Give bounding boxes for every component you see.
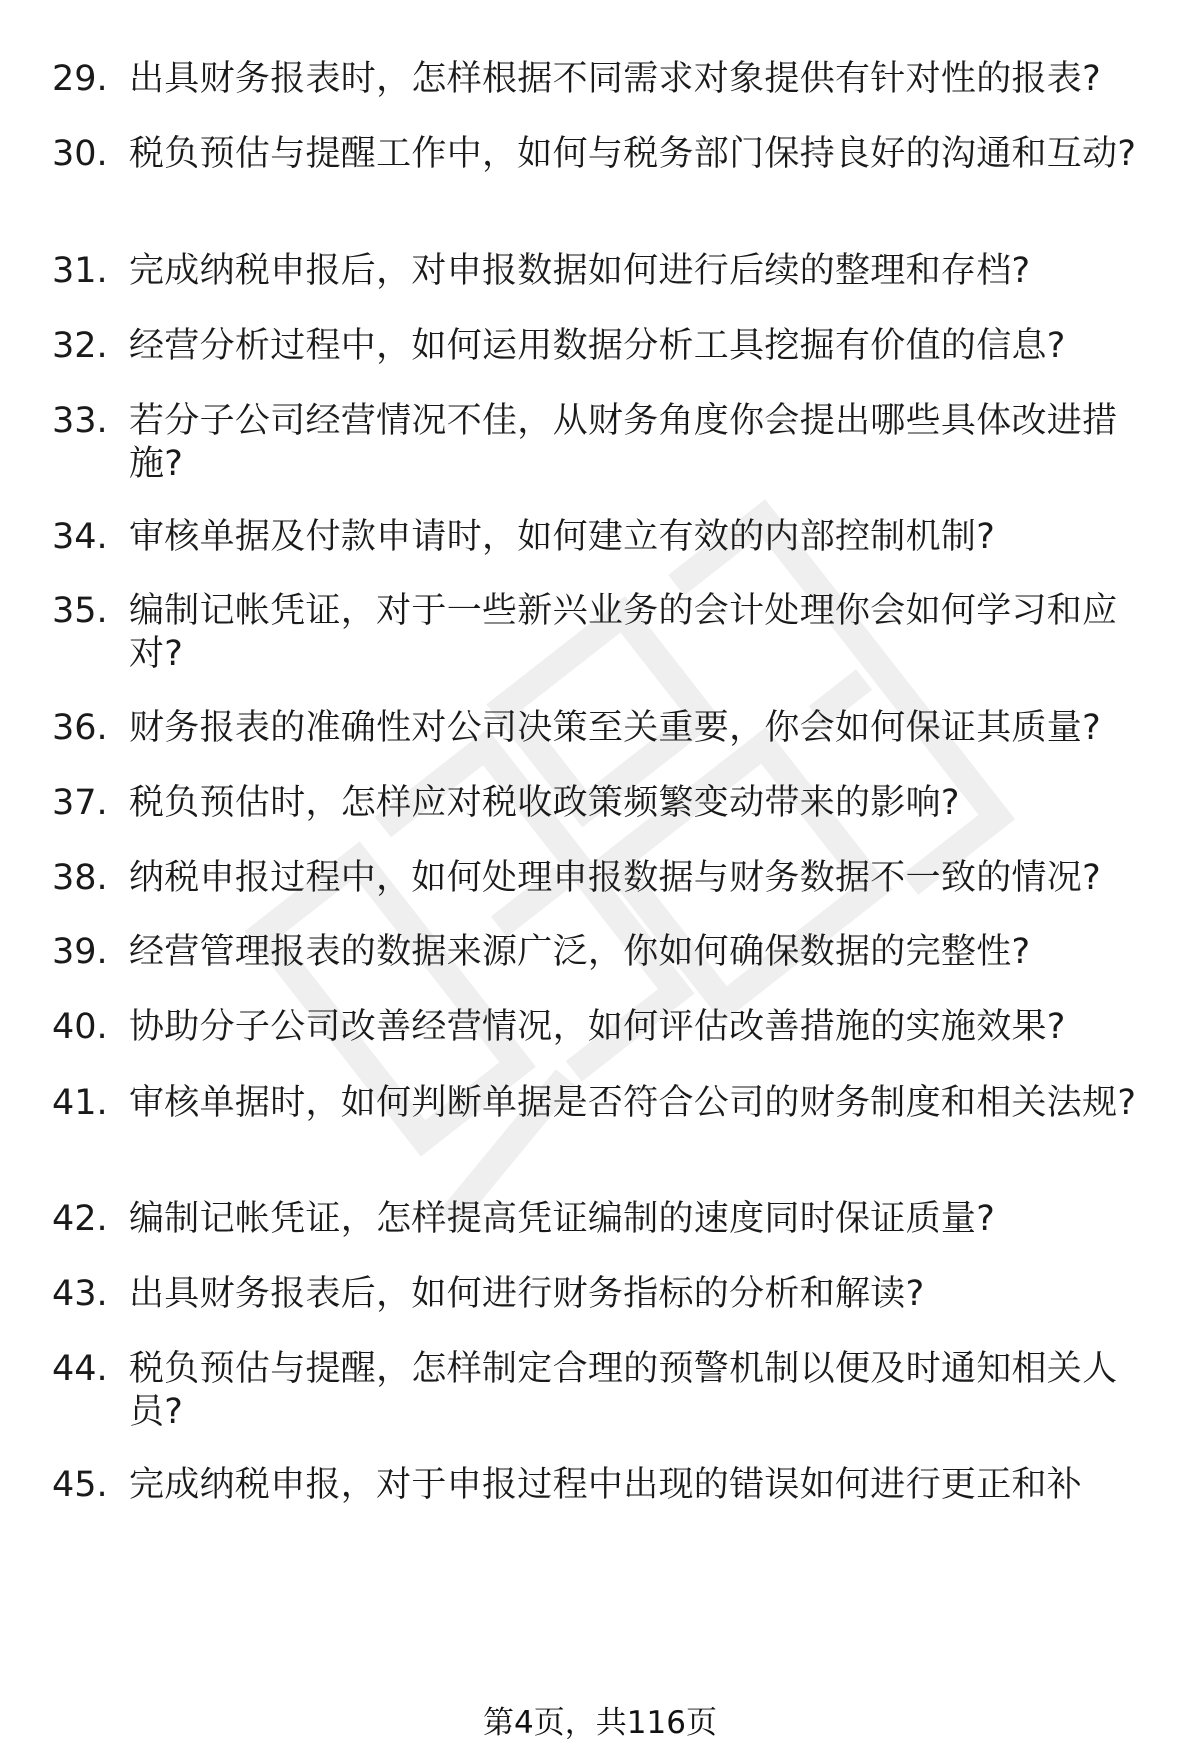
question-item [52,1464,1152,1507]
question-text: 税负预估时，怎样应对税收政策频繁变动带来的影响? [129,783,960,823]
question-text: 出具财务报表时，怎样根据不同需求对象提供有针对性的报表? [129,59,1101,99]
question-item [52,707,1152,750]
question-item [52,133,1152,176]
question-number: 39. [52,932,108,972]
question-text: 经营管理报表的数据来源广泛，你如何确保数据的完整性? [129,932,1031,972]
question-text: 审核单据时，如何判断单据是否符合公司的财务制度和相关法规? [129,1083,1137,1123]
question-item [52,1198,1152,1241]
question-number: 40. [52,1007,108,1047]
question-text: 编制记帐凭证，对于一些新兴业务的会计处理你会如何学习和应对? [129,591,1118,674]
question-text: 税负预估与提醒工作中，如何与税务部门保持良好的沟通和互动? [129,134,1137,174]
question-number: 37. [52,783,108,823]
question-item [52,325,1152,368]
question-number: 45. [52,1465,108,1505]
question-number: 32. [52,326,108,366]
question-text: 编制记帐凭证，怎样提高凭证编制的速度同时保证质量? [129,1199,996,1239]
question-number: 34. [52,517,108,557]
question-item [52,782,1152,825]
question-text: 经营分析过程中，如何运用数据分析工具挖掘有价值的信息? [129,326,1066,366]
question-number: 44. [52,1349,108,1389]
question-number: 30. [52,134,108,174]
page-footer: 第4页，共116页 [483,1705,717,1741]
question-number: 31. [52,251,108,291]
question-item [52,516,1152,559]
question-number: 41. [52,1083,108,1123]
question-item [52,931,1152,974]
question-item [52,857,1152,900]
question-number: 36. [52,708,108,748]
question-number: 42. [52,1199,108,1239]
question-text: 协助分子公司改善经营情况，如何评估改善措施的实施效果? [129,1007,1066,1047]
question-number: 35. [52,591,108,631]
question-number: 29. [52,59,108,99]
question-text: 出具财务报表后，如何进行财务指标的分析和解读? [129,1274,925,1314]
question-text: 若分子公司经营情况不佳，从财务角度你会提出哪些具体改进措施? [129,401,1118,484]
question-text: 纳税申报过程中，如何处理申报数据与财务数据不一致的情况? [129,858,1101,898]
question-text: 审核单据及付款申请时，如何建立有效的内部控制机制? [129,517,996,557]
question-text: 财务报表的准确性对公司决策至关重要，你会如何保证其质量? [129,708,1101,748]
question-item [52,1006,1152,1049]
question-item [52,1082,1152,1125]
question-number: 43. [52,1274,108,1314]
question-text: 完成纳税申报后，对申报数据如何进行后续的整理和存档? [129,251,1031,291]
question-text: 完成纳税申报，对于申报过程中出现的错误如何进行更正和补 [129,1465,1083,1505]
question-number: 33. [52,401,108,441]
question-number: 38. [52,858,108,898]
question-item [52,590,1152,676]
question-item [52,1348,1152,1434]
question-item [52,58,1152,101]
question-item [52,250,1152,293]
question-text: 税负预估与提醒，怎样制定合理的预警机制以便及时通知相关人员? [129,1349,1118,1432]
question-item [52,1273,1152,1316]
question-item [52,400,1152,486]
